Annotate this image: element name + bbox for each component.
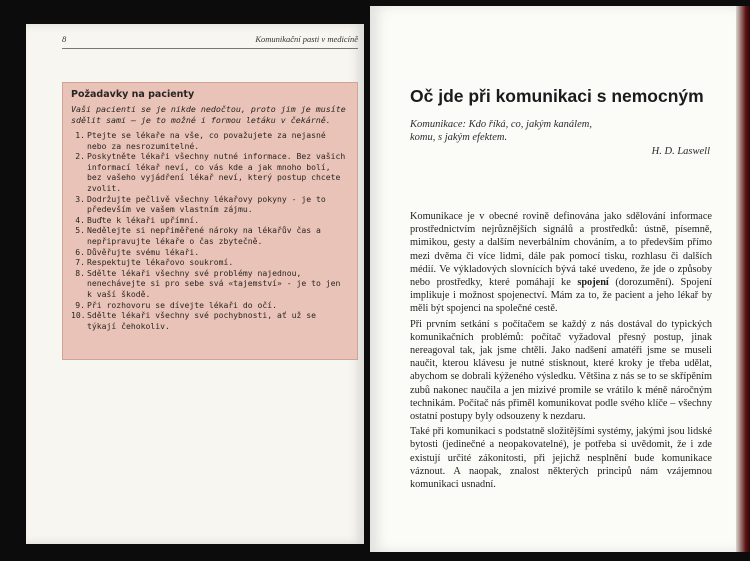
item-text: Nedělejte si nepřiměřené nároky na lékařův čas a nepřipravujte lékaře o čas zbytečně. bbox=[87, 225, 321, 246]
list-item bbox=[71, 151, 349, 193]
item-text: Buďte k lékaři upřímní. bbox=[87, 214, 200, 225]
box-title: Požadavky na pacienty bbox=[71, 89, 195, 100]
book-cover-edge bbox=[736, 6, 750, 552]
item-text: Dodržujte pečlivě všechny lékařovy pokyny - je to především ve vašem vlastním zájmu. bbox=[87, 193, 326, 215]
paragraph: Při prvním setkání s počítačem se každý z nás dostával do typických komunikačních problémů: počítač vyžadoval přesný postup, jinak nereagoval tak, jak jsme chtěli. Jako nadšení amatéři jsme se museli naučit, kterou klávesu je nutné stisknout, které kroky je třeba udělat, abychom se dobrali kýženého výsledku. Většina z nás se to se skřípěním zubů nakonec naučila a jen mizivé promile se vrátilo k méně náročným technikám. Počítač nás přiměl komunikovat podle svého klíče – všechny ostatní postupy byly odsouzeny k nezdaru. bbox=[410, 318, 712, 423]
running-head bbox=[62, 34, 358, 49]
item-number: 1. bbox=[75, 130, 85, 140]
chapter-title: Oč jde při komunikaci s nemocným bbox=[410, 86, 704, 106]
paragraph bbox=[410, 210, 712, 316]
item-number: 3. bbox=[75, 193, 85, 204]
list-item bbox=[71, 310, 349, 331]
paragraph-text: Komunikace je v obecné rovině definována jako sdělování informace prostřednictvím nejrůznějších signálů a prostředků: ústně, písemně, mimikou, gesty a dalším neverbálním chováním, a to především přímo mezi dvěma či více lidmi, dále pak pomocí tisku, rozhlasu či dalších médií. Ve výkladových slovnících bývá také uvedeno, že jde o způsoby nebo prostředky, které pomáhají ke bbox=[410, 211, 712, 289]
item-text: Ptejte se lékaře na vše, co považujete za nejasné nebo za nesrozumitelné. bbox=[87, 130, 326, 151]
list-item bbox=[71, 130, 349, 151]
item-text: Poskytněte lékaři všechny nutné informace. Bez vašich informací lékař neví, co vás kde a jak mnoho bolí, bez vašeho vyjádření lékař neví, který postup chcete zvolit. bbox=[87, 151, 346, 193]
item-number: 2. bbox=[75, 151, 85, 162]
patient-requirements-box bbox=[62, 82, 358, 360]
paragraph: Také při komunikaci s podstatně složitějšími systémy, jakými jsou lidské bytosti (jedinečné a neopakovatelné), je potřeba si uvědomit, že i zde existují určité zákonitosti, při jejichž nesplnění bude komunikace váznout. A naopak, znalost některých principů nám vzájemnou komunikaci usnadní. bbox=[410, 426, 712, 491]
list-item bbox=[71, 257, 349, 268]
running-head-title: Komunikační pasti v medicíně bbox=[255, 34, 358, 44]
list-item bbox=[71, 215, 349, 226]
item-text: Sdělte lékaři všechny své pochybnosti, ať už se týkají čehokoliv. bbox=[87, 310, 317, 331]
list-item bbox=[71, 225, 349, 246]
box-intro: Vaši pacienti se je nikde nedočtou, proto jim je musíte sdělit sami – je to možné i formou letáku v čekárně. bbox=[71, 104, 346, 125]
right-page bbox=[370, 6, 736, 552]
item-text: Při rozhovoru se dívejte lékaři do očí. bbox=[87, 299, 278, 310]
bold-term: spojení bbox=[577, 277, 609, 289]
item-text: Respektujte lékařovo soukromí. bbox=[87, 257, 234, 268]
list-item bbox=[71, 268, 349, 300]
list-item bbox=[71, 247, 349, 258]
list-item bbox=[71, 194, 349, 215]
page-number: 8 bbox=[62, 34, 67, 44]
item-text: Sdělte lékaři všechny své problémy najednou, nenechávejte si pro sebe svá «tajemství» - je to jen k vaší škodě. bbox=[87, 267, 341, 299]
item-number: 7. bbox=[75, 257, 85, 268]
item-number: 5. bbox=[75, 225, 85, 236]
item-number: 4. bbox=[75, 214, 85, 225]
item-number: 6. bbox=[75, 246, 85, 257]
item-number: 8. bbox=[75, 267, 85, 278]
item-number: 9. bbox=[75, 299, 85, 310]
body-text bbox=[410, 210, 712, 493]
list-item bbox=[71, 300, 349, 311]
paragraph-text: (dorozumění). Spojení implikuje i možnost spojenectví. Mám za to, že pacient a jeho lékař by měli být spojenci na společné cestě. bbox=[410, 277, 712, 315]
motto-line: Komunikace: Kdo říká, co, jakým kanálem, bbox=[410, 119, 592, 130]
left-page bbox=[26, 24, 364, 544]
motto bbox=[410, 118, 710, 144]
item-number: 10. bbox=[71, 310, 86, 321]
motto-line: komu, s jakým efektem. bbox=[410, 132, 508, 143]
item-text: Důvěřujte svému lékaři. bbox=[87, 246, 200, 257]
requirements-list bbox=[71, 130, 349, 331]
motto-author: H. D. Laswell bbox=[651, 146, 710, 157]
